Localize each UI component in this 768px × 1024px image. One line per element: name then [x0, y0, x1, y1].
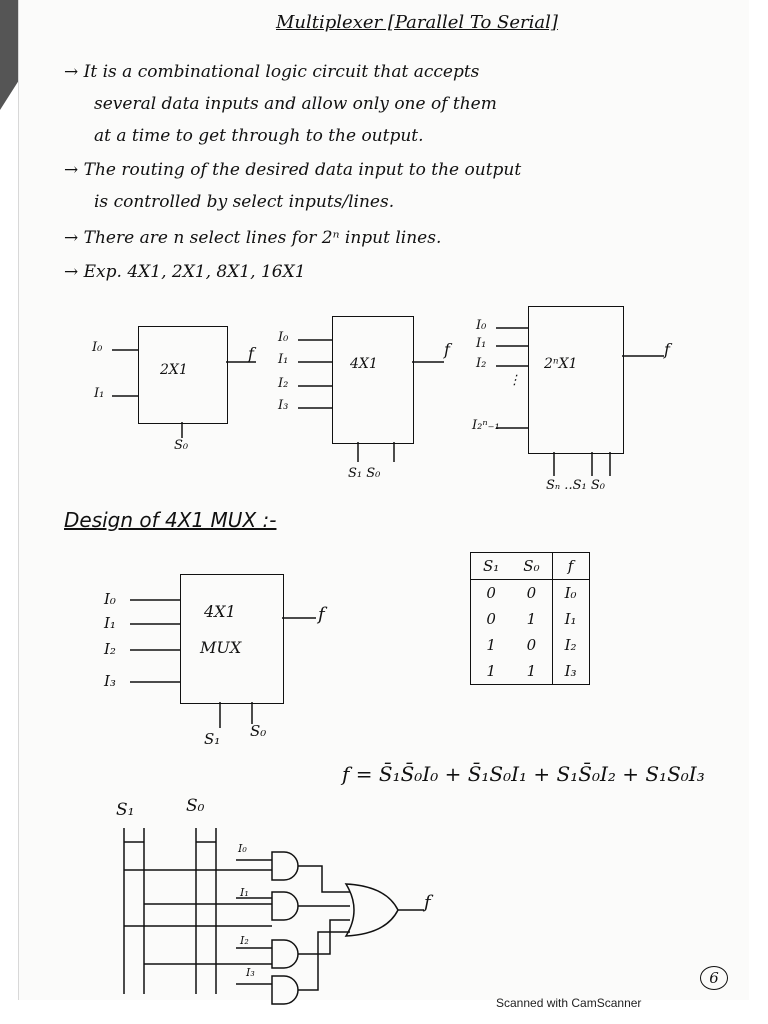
- mux-4x1-input-1: I₁: [278, 352, 289, 367]
- mux-2nx1-output: f: [664, 340, 670, 359]
- mux-4x1-selects: S₁ S₀: [348, 466, 381, 481]
- cell: 1: [526, 610, 537, 628]
- cell: 1: [486, 662, 496, 680]
- mux-4x1-input-2: I₂: [278, 376, 289, 391]
- page-number: 6: [700, 966, 728, 990]
- circuit-output: f: [424, 892, 431, 913]
- bullet-line-3: at a time to get through to the output.: [94, 126, 424, 146]
- cell: 1: [526, 662, 537, 680]
- mux-design-input-2: I₂: [104, 640, 116, 658]
- cell: I₀: [552, 580, 589, 607]
- mux-2nx1-dots: ⋮: [508, 373, 521, 388]
- header-s0: S₀: [511, 553, 552, 580]
- table-row: [471, 658, 590, 685]
- mux-2nx1-input-0: I₀: [476, 318, 487, 333]
- page-title: Multiplexer [Parallel To Serial]: [276, 12, 558, 33]
- bullet-line-2: several data inputs and allow only one of them: [94, 94, 497, 114]
- header-s1: S₁: [471, 553, 512, 580]
- mux-design-input-0: I₀: [104, 590, 116, 608]
- mux-design-input-3: I₃: [104, 672, 116, 690]
- header-f: f: [552, 553, 589, 580]
- cell: 1: [486, 636, 496, 654]
- mux-2nx1-input-2: I₂: [476, 356, 487, 371]
- mux-2x1-label: 2X1: [160, 362, 188, 378]
- design-heading: Design of 4X1 MUX :-: [64, 508, 277, 532]
- mux-design-label-1: 4X1: [204, 602, 236, 621]
- cell: I₂: [552, 632, 589, 658]
- bullet-line-5: is controlled by select inputs/lines.: [94, 192, 395, 212]
- circuit-select-1: S₁: [116, 800, 135, 820]
- truth-table: [470, 552, 590, 685]
- mux-2x1-input-1: I₁: [94, 386, 105, 401]
- mux-design-select-0: S₀: [250, 722, 267, 740]
- cell: 0: [486, 584, 496, 602]
- mux-design-input-1: I₁: [104, 614, 116, 632]
- mux-2x1-input-0: I₀: [92, 340, 103, 355]
- cell: 0: [526, 584, 537, 602]
- mux-design-label-2: MUX: [200, 638, 242, 657]
- mux-4x1-output: f: [444, 340, 450, 359]
- cell: 0: [486, 610, 496, 628]
- mux-2nx1-selects: Sₙ ..S₁ S₀: [546, 478, 605, 493]
- cell: 0: [526, 636, 537, 654]
- bullet-line-4: → The routing of the desired data input to the output: [64, 160, 522, 180]
- mux-2nx1-block: [528, 306, 624, 454]
- mux-2x1-select: S₀: [174, 438, 189, 453]
- mux-4x1-label: 4X1: [350, 356, 378, 372]
- mux-equation: f = S̄₁S̄₀I₀ + S̄₁S₀I₁ + S₁S̄₀I₂ + S₁S₀I₃: [342, 762, 705, 786]
- scanner-watermark: Scanned with CamScanner: [496, 996, 642, 1010]
- mux-design-output: f: [318, 604, 325, 625]
- mux-4x1-input-0: I₀: [278, 330, 289, 345]
- circuit-input-2: I₂: [240, 934, 249, 947]
- cell: I₁: [552, 606, 589, 632]
- mux-2x1-output: f: [248, 344, 254, 363]
- table-row: [471, 632, 590, 658]
- bullet-line-7: → Exp. 4X1, 2X1, 8X1, 16X1: [64, 262, 306, 282]
- circuit-input-1: I₁: [240, 886, 249, 899]
- mux-design-select-1: S₁: [204, 730, 221, 748]
- mux-4x1-block: [332, 316, 414, 444]
- mux-2nx1-input-last: I₂ⁿ₋₁: [472, 418, 500, 433]
- mux-2nx1-label: 2ⁿX1: [544, 356, 578, 372]
- cell: I₃: [552, 658, 589, 685]
- bullet-line-6: → There are n select lines for 2ⁿ input lines.: [64, 228, 442, 248]
- table-row: [471, 606, 590, 632]
- bullet-line-1: → It is a combinational logic circuit that accepts: [64, 62, 480, 82]
- truth-table-header: [471, 553, 590, 580]
- table-row: [471, 580, 590, 607]
- circuit-input-3: I₃: [246, 966, 255, 979]
- circuit-select-0: S₀: [186, 796, 205, 816]
- mux-4x1-input-3: I₃: [278, 398, 289, 413]
- circuit-input-0: I₀: [238, 842, 247, 855]
- mux-2nx1-input-1: I₁: [476, 336, 487, 351]
